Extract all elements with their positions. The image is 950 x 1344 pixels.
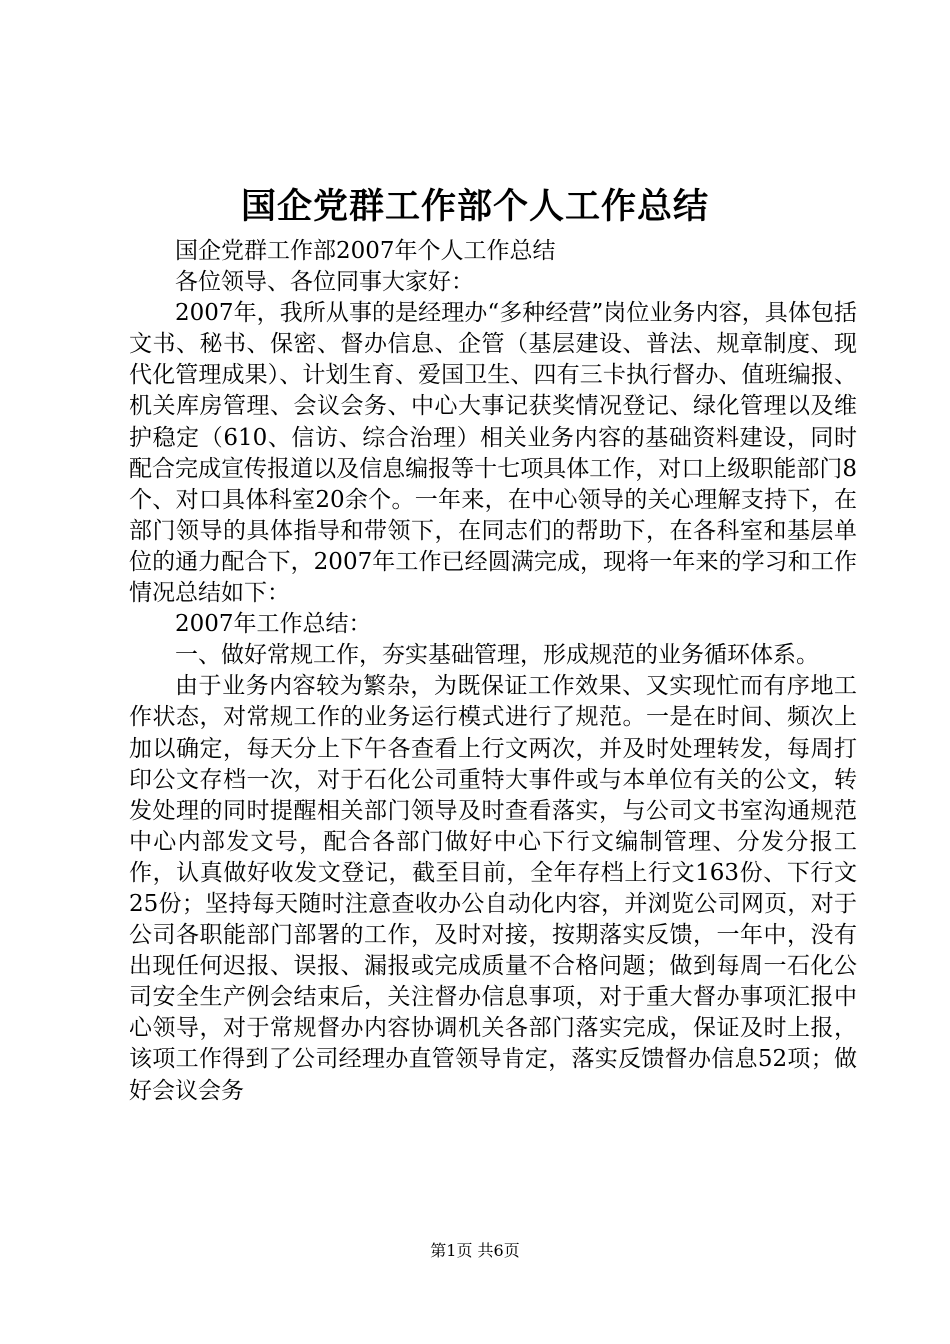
paragraph-section-heading: 2007年工作总结： <box>175 611 372 638</box>
document-title: 国企党群工作部个人工作总结 <box>240 186 709 227</box>
paragraph-greeting: 各位领导、各位同事大家好： <box>175 269 474 296</box>
page-footer: 第1页 共6页 <box>430 1241 520 1260</box>
paragraph-item-body: 由于业务内容较为繁杂，为既保证工作效果、又实现忙而有序地工作状态，对常规工作的业务运行模式进行了规范。一是在时间、频次上加以确定，每天分上下午各查看上行文两次，并及时处理转发，每周打印公文存档一次，对于石化公司重特大事件或与本单位有关的公文，转发处理的同时提醒相关部门领导及时查看落实，与公司文书室沟通规范中心内部发文号，配合各部门做好中心下行文编制管理、分发分报工作，认真做好收发文登记，截至目前，全年存档上行文163份、下行文25份；坚持每天随时注意查收办公自动化内容，并浏览公司网页，对于公司各职能部门部署的工作，及时对接，按期落实反馈，一年中，没有出现任何迟报、误报、漏报或完成质量不合格问题；做到每周一石化公司安全生产例会结束后，关注督办信息事项，对于重大督办事项汇报中心领导，对于常规督办内容协调机关各部门落实完成，保证及时上报，该项工作得到了公司经理办直管领导肯定，落实反馈督办信息52项；做好会议会务 <box>129 673 857 1104</box>
document-body <box>129 236 857 1107</box>
paragraph-subtitle: 国企党群工作部2007年个人工作总结 <box>175 238 556 264</box>
paragraph-intro: 2007年，我所从事的是经理办“多种经营”岗位业务内容，具体包括文书、秘书、保密、督办信息、企管（基层建设、普法、规章制度、现代化管理成果）、计划生育、爱国卫生、四有三卡执行督办、值班编报、机关库房管理、会议会务、中心大事记获奖情况登记、绿化管理以及维护稳定（610、信访、综合治理）相关业务内容的基础资料建设，同时配合完成宣传报道以及信息编报等十七项具体工作，对口上级职能部门8个、对口具体科室20余个。一年来，在中心领导的关心理解支持下，在部门领导的具体指导和带领下，在同志们的帮助下，在各科室和基层单位的通力配合下，2007年工作已经圆满完成，现将一年来的学习和工作情况总结如下： <box>129 300 857 607</box>
paragraph-item-heading: 一、做好常规工作，夯实基础管理，形成规范的业务循环体系。 <box>175 642 819 669</box>
